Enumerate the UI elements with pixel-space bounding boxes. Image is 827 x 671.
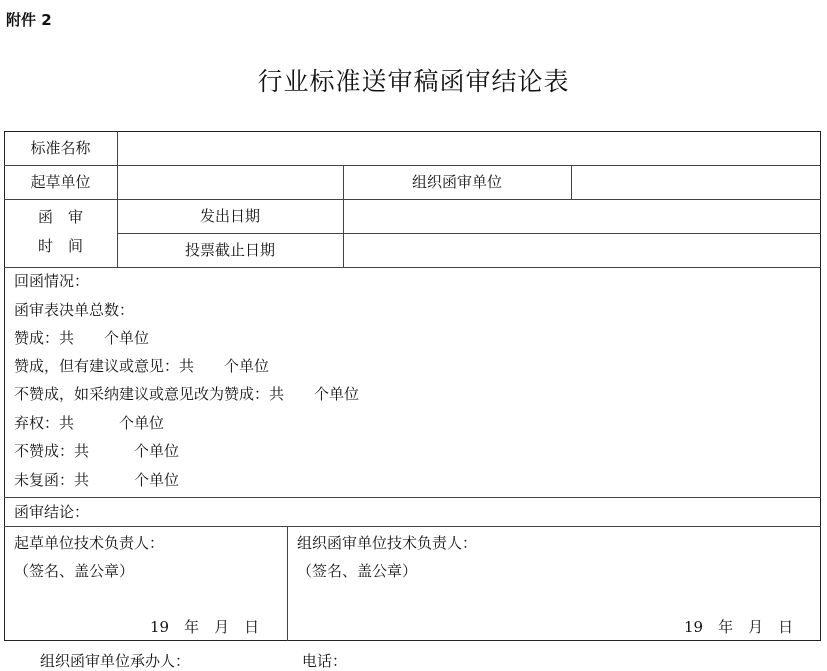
conclusion-label: 函审结论： [14, 503, 90, 521]
approve-count: 赞成：共 个单位 [14, 329, 150, 347]
row-divider [4, 199, 821, 200]
no-reply-count: 未复函：共 个单位 [14, 471, 180, 489]
drafting-unit-label: 起草单位 [30, 173, 91, 191]
row-divider [4, 267, 821, 268]
drafting-unit-field[interactable] [120, 170, 340, 196]
row-divider [4, 165, 821, 166]
sign-seal-note-right: （签名、盖公章） [297, 562, 418, 580]
disapprove-adopt-count: 不赞成，如采纳建议或意见改为赞成：共 个单位 [14, 385, 360, 403]
review-time-label: 时 间 [37, 237, 83, 255]
reply-situation-label: 回函情况： [14, 272, 90, 290]
drafting-tech-lead-label: 起草单位技术负责人： [14, 534, 165, 552]
review-time-label: 函 审 [37, 208, 83, 226]
approve-with-comments-count: 赞成，但有建议或意见：共 个单位 [14, 357, 270, 375]
abstain-count: 弃权：共 个单位 [14, 414, 165, 432]
attachment-label: 附件 2 [6, 11, 52, 29]
org-unit-label: 组织函审单位 [411, 173, 502, 191]
deadline-field[interactable] [346, 238, 818, 264]
total-forms-label: 函审表决单总数： [14, 301, 135, 319]
deadline-label: 投票截止日期 [184, 241, 275, 259]
handler-label: 组织函审单位承办人： [40, 652, 191, 670]
column-divider [571, 165, 572, 199]
issue-date-label: 发出日期 [199, 207, 260, 225]
standard-name-label: 标准名称 [30, 139, 91, 157]
date-left: 19 年 月 日 [150, 618, 260, 636]
row-divider [4, 497, 821, 498]
row-divider [117, 233, 821, 234]
page-title: 行业标准送审稿函审结论表 [257, 67, 570, 96]
standard-name-field[interactable] [120, 136, 818, 162]
date-right: 19 年 月 日 [684, 618, 794, 636]
column-divider [287, 526, 288, 641]
row-divider [4, 526, 821, 527]
org-unit-field[interactable] [574, 170, 818, 196]
disapprove-count: 不赞成：共 个单位 [14, 442, 180, 460]
phone-label: 电话： [302, 652, 348, 670]
org-tech-lead-label: 组织函审单位技术负责人： [297, 534, 478, 552]
issue-date-field[interactable] [346, 204, 818, 230]
sign-seal-note-left: （签名、盖公章） [14, 562, 135, 580]
